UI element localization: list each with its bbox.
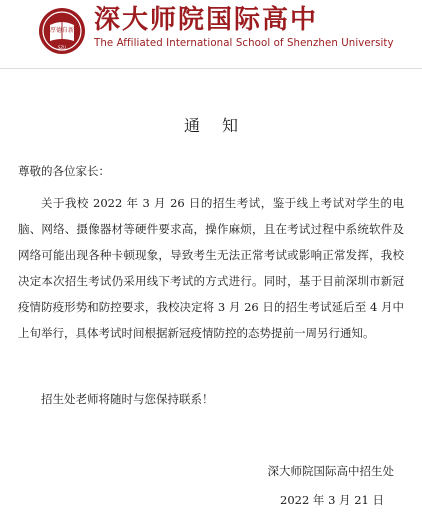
- signature-date: 2022 年 3 月 21 日: [280, 493, 384, 507]
- school-name-english: The Affiliated International School of Shenzhen University: [94, 38, 394, 49]
- notice-paragraph: 关于我校 2022 年 3 月 26 日的招生考试，鉴于线上考试对学生的电脑、网络、摄像器材等硬件要求高，操作麻烦，且在考试过程中系统软件及网络可能出现各种卡顿现象，导致考生无法正常考试或影响正常发挥，我校决定本次招生考试仍采用线下考试的方式进行。同时，基于目前深圳市新冠疫情防疫形势和防控要求，我校决定将 3 月 26 日的招生考试延后至 4 月中上旬举行，具体考试时间根据新冠疫情防控的态势提前一周另行通知。: [18, 196, 404, 340]
- school-logo: [38, 7, 86, 55]
- svg-text:SZU: SZU: [57, 45, 67, 50]
- salutation: 尊敬的各位家长：: [18, 164, 110, 178]
- svg-text:自新: 自新: [61, 27, 75, 34]
- svg-text:厚德: 厚德: [49, 27, 63, 34]
- header-divider: [0, 68, 422, 69]
- signature-organization: 深大师院国际高中招生处: [267, 464, 394, 478]
- notice-title: 通知: [183, 116, 260, 135]
- school-name: 深大师院国际高中: [94, 5, 319, 35]
- notice-paragraph: 招生处老师将随时与您保持联系！: [41, 392, 214, 406]
- letterhead: [0, 0, 422, 70]
